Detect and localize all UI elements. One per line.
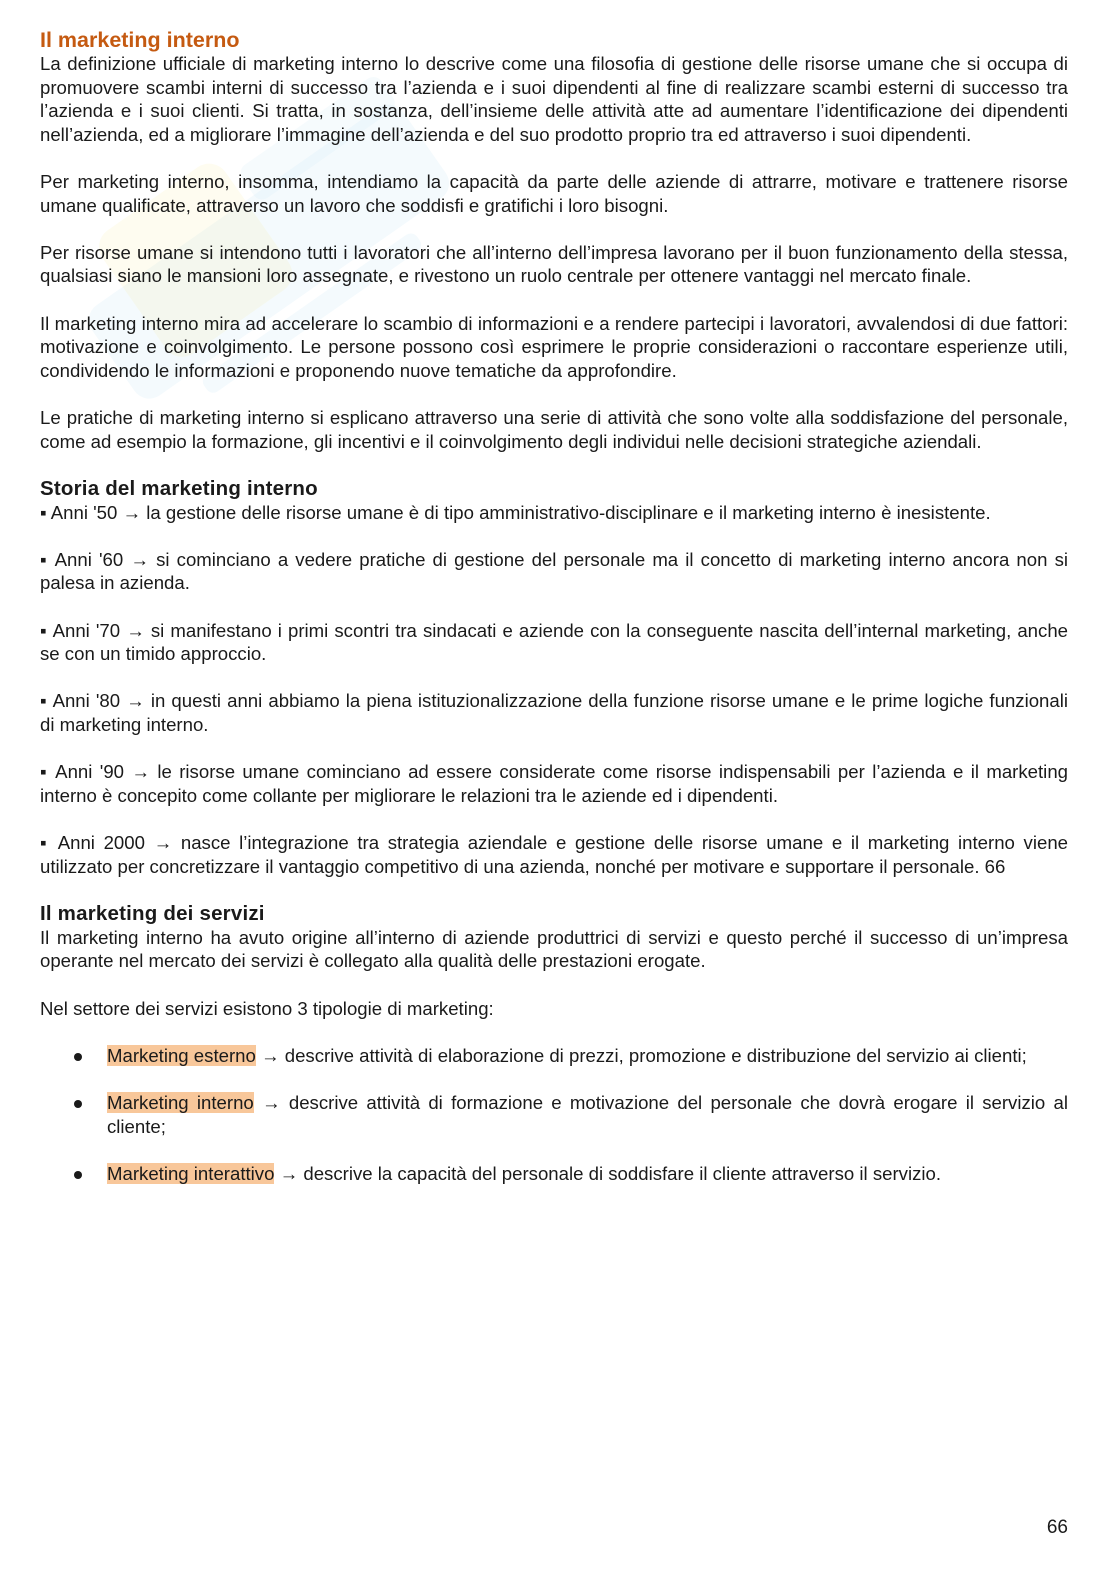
- paragraph-services-origin: Il marketing interno ha avuto origine all’interno di aziende produttrici di servizi e questo perché il successo di un’impresa operante nel mercato dei servizi è collegato alla qualità delle prestazioni erogate.: [40, 926, 1068, 972]
- section-title-marketing-interno: Il marketing interno: [40, 28, 240, 52]
- paragraph-definition: La definizione ufficiale di marketing interno lo descrive come una filosofia di gestione delle risorse umane che si occupa di promuovere scambi interni di successo tra l’azienda e i suoi dipendenti al fine di realizzare scambi esterni di successo tra l’azienda e i suoi clienti. Si tratta, in sostanza, dell’insieme delle attività atte ad aumentare l’identificazione dei dipendenti nell’azienda, ed a migliorare l’immagine dell’azienda e del suo prodotto proprio tra ed attraverso i suoi dipendenti.: [40, 53, 1068, 145]
- page-number: 66: [1046, 1517, 1068, 1538]
- paragraph-information-exchange: Il marketing interno mira ad accelerare lo scambio di informazioni e a rendere partecipi i lavoratori, avvalendosi di due fattori: motivazione e coinvolgimento. Le persone possono così esprimere le proprie considerazioni o raccontare esperienze utili, condividendo le informazioni e proponendo nuove tematiche da approfondire.: [40, 312, 1068, 381]
- section-title-history: Storia del marketing interno: [40, 476, 318, 500]
- list-item: [40, 1091, 1068, 1138]
- paragraph-services-types: Nel settore dei servizi esistono 3 tipologie di marketing:: [40, 997, 494, 1019]
- bullet-text: → descrive attività di formazione e motivazione del personale che dovrà erogare il servizio al cliente;: [107, 1091, 1068, 1137]
- history-item-2000s: ▪ Anni 2000 → nasce l’integrazione tra strategia aziendale e gestione delle risorse umane e il marketing interno viene utilizzato per concretizzare il vantaggio competitivo di una azienda, nonché per motivare e supportare il personale. 66: [40, 832, 1068, 877]
- history-item-70s: ▪ Anni '70 → si manifestano i primi scontri tra sindacati e aziende con la conseguente nascita dell’internal marketing, anche se con un timido approccio.: [40, 619, 1068, 665]
- list-item: [40, 1044, 1068, 1068]
- bullet-dot-icon: [74, 1171, 82, 1179]
- highlighted-term: Marketing interattivo: [107, 1162, 275, 1184]
- bullet-text: → descrive attività di elaborazione di prezzi, promozione e distribuzione del servizio ai clienti;: [255, 1044, 1027, 1066]
- paragraph-practices: Le pratiche di marketing interno si esplicano attraverso una serie di attività che sono volte alla soddisfazione del personale, come ad esempio la formazione, gli incentivi e il coinvolgimento degli individui nelle decisioni strategiche aziendali.: [40, 406, 1068, 452]
- paragraph-human-resources: Per risorse umane si intendono tutti i lavoratori che all’interno dell’impresa lavorano per il buon funzionamento della stessa, qualsiasi siano le mansioni loro assegnate, e rivestono un ruolo centrale per ottenere vantaggi nel mercato finale.: [40, 241, 1068, 287]
- bullet-text: → descrive la capacità del personale di soddisfare il cliente attraverso il servizio.: [274, 1162, 942, 1184]
- services-bullet-list: [40, 1044, 1068, 1186]
- bullet-dot-icon: [74, 1053, 82, 1061]
- section-title-services: Il marketing dei servizi: [40, 901, 265, 925]
- history-item-60s: ▪ Anni '60 → si cominciano a vedere pratiche di gestione del personale ma il concetto di marketing interno ancora non si palesa in azienda.: [40, 548, 1068, 594]
- paragraph-capacity: Per marketing interno, insomma, intendiamo la capacità da parte delle aziende di attrarre, motivare e trattenere risorse umane qualificate, attraverso un lavoro che soddisfi e gratifichi i loro bisogni.: [40, 170, 1068, 216]
- bullet-dot-icon: [74, 1100, 82, 1108]
- list-item: [40, 1162, 1068, 1186]
- history-item-80s: ▪ Anni '80 → in questi anni abbiamo la piena istituzionalizzazione della funzione risorse umane e le prime logiche funzionali di marketing interno.: [40, 690, 1068, 736]
- document-page: [40, 28, 1068, 1209]
- history-item-90s: ▪ Anni '90 → le risorse umane cominciano ad essere considerate come risorse indispensabili per l’azienda e il marketing interno è concepito come collante per migliorare le relazioni tra le aziende ed i dipendenti.: [40, 761, 1068, 806]
- highlighted-term: Marketing interno: [107, 1091, 254, 1113]
- highlighted-term: Marketing esterno: [107, 1044, 256, 1066]
- history-item-50s: ▪ Anni '50 → la gestione delle risorse umane è di tipo amministrativo-disciplinare e il marketing interno è inesistente.: [40, 501, 991, 523]
